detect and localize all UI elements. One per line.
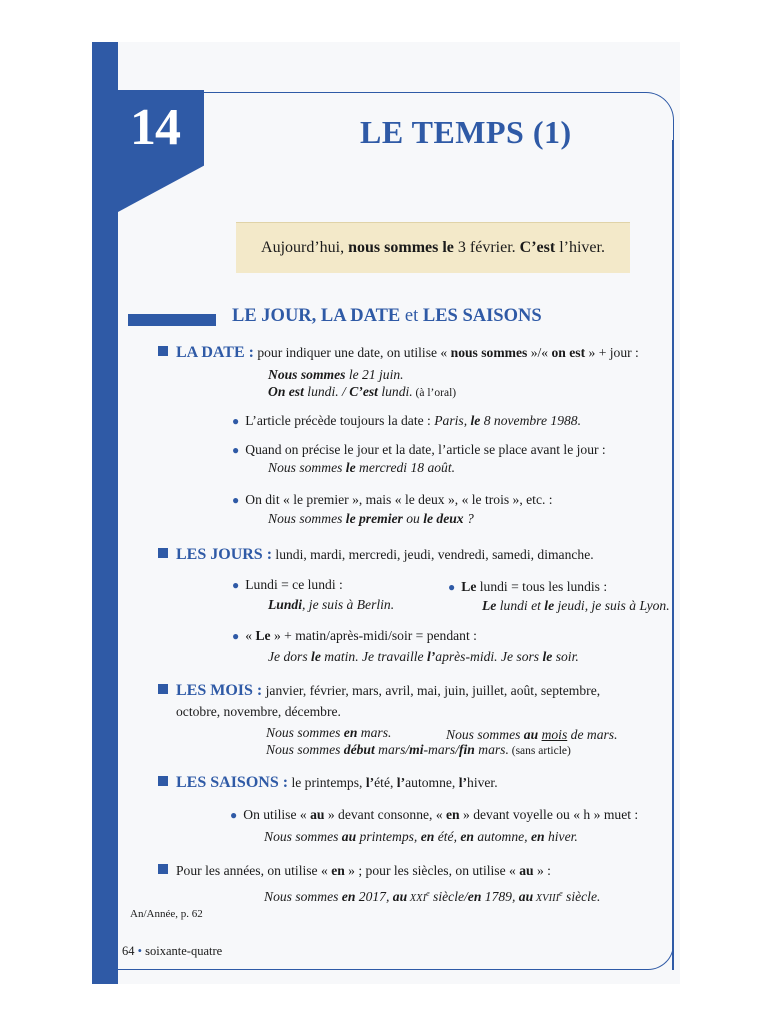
- mois-heading-line: LES MOIS : janvier, février, mars, avril, mai, juin, juillet, août, septembre,: [158, 682, 600, 700]
- dot-bullet-icon: ●: [232, 629, 240, 643]
- mois-example-3: Nous sommes début mars/mi-mars/fin mars. (sans article): [266, 742, 571, 757]
- square-bullet-icon: [158, 346, 168, 356]
- jours-bullet-right: ● Le lundi = tous les lundis :: [448, 579, 608, 594]
- date-bullet-1: ● L’article précède toujours la date : Paris, le 8 novembre 1988.: [232, 413, 581, 428]
- dot-bullet-icon: ●: [232, 414, 240, 428]
- dot-bullet-icon: ●: [232, 578, 240, 592]
- jours-bullet-left: ● Lundi = ce lundi :: [232, 577, 343, 592]
- dot-bullet-icon: ●: [232, 493, 240, 507]
- chapter-number: 14: [130, 99, 180, 156]
- cross-reference: An/Année, p. 62: [130, 908, 203, 920]
- section-title: LE JOUR, LA DATE et LES SAISONS: [232, 306, 542, 326]
- annees-example: Nous sommes en 2017, au XXIe siècle/en 1789, au XVIIIe siècle.: [264, 889, 601, 904]
- right-frame-line: [672, 140, 674, 970]
- date-bullet-3-example: Nous sommes le premier ou le deux ?: [268, 511, 474, 526]
- date-bullet-2: ● Quand on précise le jour et la date, l’article se place avant le jour :: [232, 442, 606, 457]
- example-text: Aujourd’hui, nous sommes le 3 février. C’est l’hiver.: [261, 239, 605, 256]
- dot-bullet-icon: ●: [230, 808, 238, 822]
- saisons-bullet: ● On utilise « au » devant consonne, « en » devant voyelle ou « h » muet :: [230, 807, 639, 822]
- jours-bullet-2: ● « Le » + matin/après-midi/soir = pendant :: [232, 628, 477, 643]
- page-number: 64: [122, 944, 135, 958]
- date-bullet-2-example: Nous sommes le mercredi 18 août.: [268, 460, 456, 475]
- square-bullet-icon: [158, 864, 168, 874]
- saisons-heading-line: LES SAISONS : le printemps, l’été, l’automne, l’hiver.: [158, 774, 498, 792]
- page-title: LE TEMPS (1): [360, 114, 572, 150]
- mois-example-1: Nous sommes en mars.: [266, 725, 392, 740]
- jours-right-example: Le lundi et le jeudi, je suis à Lyon.: [482, 598, 670, 613]
- date-heading-line: LA DATE : pour indiquer une date, on utilise « nous sommes »/« on est » + jour :: [158, 344, 639, 362]
- example-box: [236, 222, 630, 273]
- date-bullet-3: ● On dit « le premier », mais « le deux », « le trois », etc. :: [232, 492, 553, 507]
- mois-list-continued: octobre, novembre, décembre.: [176, 704, 341, 719]
- page-footer: 64 • soixante-quatre: [122, 944, 223, 958]
- date-example-1: Nous sommes le 21 juin.: [268, 367, 404, 382]
- square-bullet-icon: [158, 548, 168, 558]
- textbook-page: [92, 42, 680, 984]
- left-margin-strip: [92, 42, 118, 984]
- mois-example-2: Nous sommes au mois de mars.: [446, 727, 618, 742]
- annees-line: Pour les années, on utilise « en » ; pour les siècles, on utilise « au » :: [158, 862, 551, 880]
- square-bullet-icon: [158, 776, 168, 786]
- saisons-example: Nous sommes au printemps, en été, en automne, en hiver.: [264, 829, 578, 844]
- jours-left-example: Lundi, je suis à Berlin.: [268, 597, 395, 612]
- page-number-words: soixante-quatre: [145, 944, 223, 958]
- jours-bullet-2-example: Je dors le matin. Je travaille l’après-midi. Je sors le soir.: [268, 649, 579, 664]
- date-example-2: On est lundi. / C’est lundi. (à l’oral): [268, 384, 457, 399]
- dot-bullet-icon: ●: [232, 443, 240, 457]
- square-bullet-icon: [158, 684, 168, 694]
- section-bar: [128, 314, 216, 326]
- jours-heading-line: LES JOURS : lundi, mardi, mercredi, jeudi, vendredi, samedi, dimanche.: [158, 546, 594, 564]
- dot-bullet-icon: ●: [448, 580, 456, 594]
